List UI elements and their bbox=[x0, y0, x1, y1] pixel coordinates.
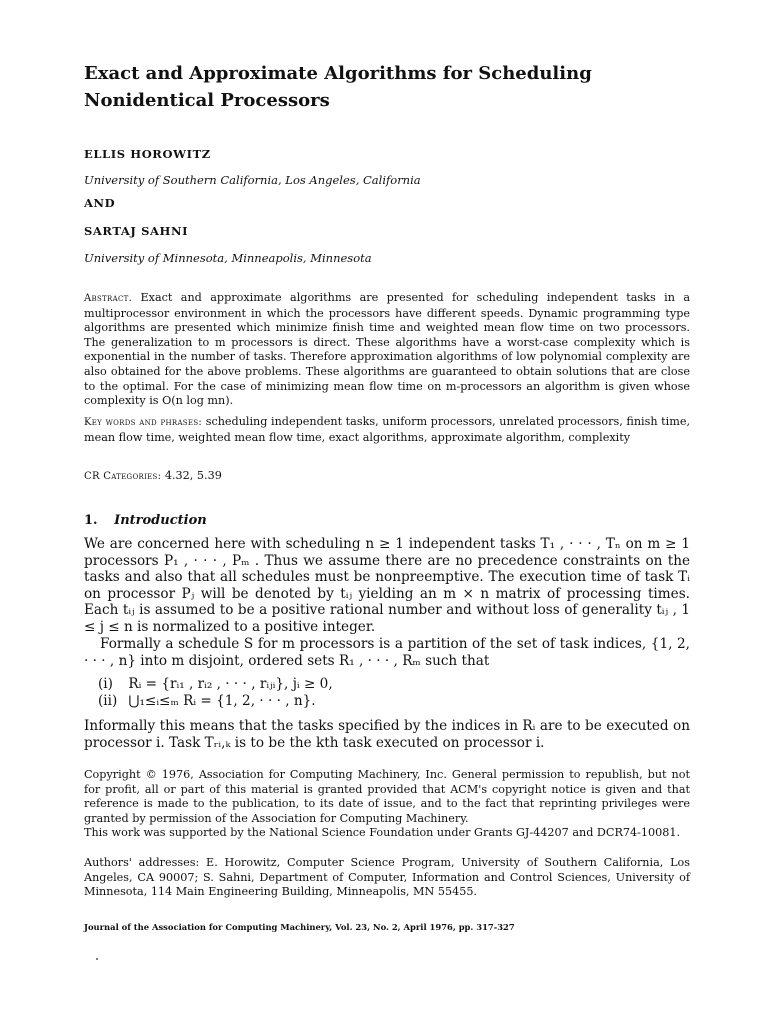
condition-number: (ii) bbox=[98, 693, 118, 709]
condition-item bbox=[98, 676, 658, 693]
intro-paragraph-2: Formally a schedule S for m processors is a partition of the set of task indices, {1, 2, · · · , n} into m disjoint, ordered sets R₁ , · · · , Rₘ such that bbox=[84, 636, 690, 669]
keywords-text: scheduling independent tasks, uniform processors, unrelated processors, finish time, mean flow time, weighted mean flow time, exact algorithms, approximate algorithm, complexity bbox=[84, 415, 691, 444]
condition-item bbox=[98, 693, 658, 710]
section-number: 1. bbox=[84, 513, 98, 528]
section-title: Introduction bbox=[114, 513, 207, 528]
abstract-text: Exact and approximate algorithms are presented for scheduling independent tasks in a multiprocessor environment in which the processors have different speeds. Dynamic programming type algorithms are presented which minimize finish time and weighted mean flow time on two processors. The generalization to m processors is direct. These algorithms have a worst-case complexity which is exponential in the number of tasks. Therefore approximation algorithms of low polynomial complexity are also obtained for the above problems. These algorithms are guaranteed to obtain solutions that are close to the optimal. For the case of minimizing mean flow time on m-processors an algorithm is given whose complexity is O(n log mn). bbox=[84, 291, 690, 408]
condition-number: (i) bbox=[98, 676, 113, 692]
author-2-name: SARTAJ SAHNI bbox=[84, 224, 189, 238]
scan-speck bbox=[96, 958, 98, 960]
condition-text: ⋃₁≤ᵢ≤ₘ Rᵢ = {1, 2, · · · , n}. bbox=[128, 693, 316, 709]
cr-categories bbox=[84, 469, 690, 485]
copyright-notice: Copyright © 1976, Association for Computing Machinery, Inc. General permission to republish, but not for profit, all or part of this material is granted provided that ACM's copyright notice is given and that reference is made to the publication, to its date of issue, and to the fact that reprinting privileges were granted by permission of the Association for Computing Machinery. bbox=[84, 768, 690, 825]
section-heading bbox=[84, 513, 207, 528]
author-1-affiliation: University of Southern California, Los Angeles, California bbox=[84, 173, 421, 187]
author-1-name: ELLIS HOROWITZ bbox=[84, 147, 211, 161]
journal-citation: Journal of the Association for Computing Machinery, Vol. 23, No. 2, April 1976, pp. 317-327 bbox=[84, 922, 515, 932]
intro-paragraph-3: Informally this means that the tasks specified by the indices in Rᵢ are to be executed on processor i. Task Tᵣᵢ,ₖ is to be the kth task executed on processor i. bbox=[84, 718, 690, 751]
author-addresses: Authors' addresses: E. Horowitz, Computer Science Program, University of Southern California, Los Angeles, CA 90007; S. Sahni, Department of Computer, Information and Control Sciences, University of Minnesota, 114 Main Engineering Building, Minneapolis, MN 55455. bbox=[84, 856, 690, 899]
author-separator: AND bbox=[84, 196, 116, 210]
keywords bbox=[84, 415, 690, 445]
abstract bbox=[84, 291, 690, 409]
author-2-affiliation: University of Minnesota, Minneapolis, Minnesota bbox=[84, 251, 372, 265]
intro-paragraph-1: We are concerned here with scheduling n ≥ 1 independent tasks T₁ , · · · , Tₙ on m ≥ 1 processors P₁ , · · · , Pₘ . Thus we assume there are no precedence constraints on the tasks and also that all schedules must be nonpreemptive. The execution time of task Tᵢ on processor Pⱼ will be denoted by tᵢⱼ yielding an m × n matrix of processing times. Each tᵢⱼ is assumed to be a positive rational number and without loss of generality tᵢⱼ , 1 ≤ j ≤ n is normalized to a positive integer. bbox=[84, 536, 690, 635]
cr-categories-label: CR Categories: bbox=[84, 471, 162, 482]
keywords-label: Key words and phrases: bbox=[84, 417, 203, 428]
abstract-label: Abstract. bbox=[84, 293, 133, 304]
title-line-2: Nonidentical Processors bbox=[84, 90, 330, 111]
condition-text: Rᵢ = {rᵢ₁ , rᵢ₂ , · · · , rᵢⱼᵢ}, jᵢ ≥ 0, bbox=[128, 676, 333, 692]
cr-categories-text: 4.32, 5.39 bbox=[164, 469, 222, 482]
paper-title bbox=[84, 60, 684, 114]
partition-conditions bbox=[98, 676, 658, 710]
title-line-1: Exact and Approximate Algorithms for Scheduling bbox=[84, 63, 592, 84]
funding-note: This work was supported by the National Science Foundation under Grants GJ-44207 and DCR74-10081. bbox=[84, 826, 681, 839]
